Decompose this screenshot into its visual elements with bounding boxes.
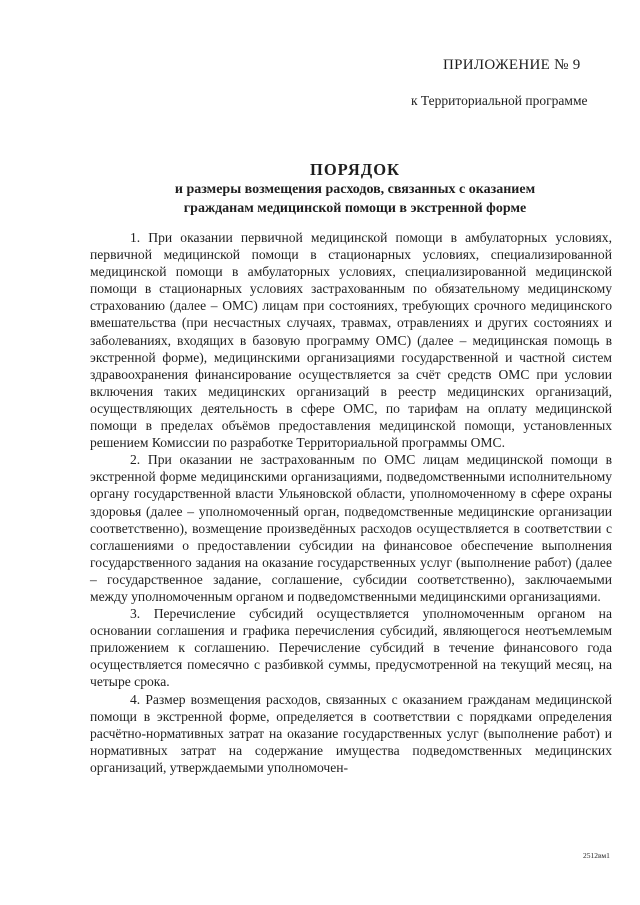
heading-line-2: гражданам медицинской помощи в экстренной форме — [183, 201, 527, 216]
heading-main: ПОРЯДОК — [310, 160, 400, 179]
document-heading — [90, 160, 620, 218]
paragraph-3: 3. Перечисление субсидий осуществляется уполномоченным органом на основании соглашения и графика перечисления субсидий, являющегося неотъемлемым приложением к соглашению. Перечисление субсидий в течение финансового года осуществляется помесячно с разбивкой суммы, предусмотренной на текущий месяц, на четыре срока. — [90, 606, 612, 690]
footer-document-code: 2512вм1 — [583, 851, 610, 860]
paragraph-2: 2. При оказании не застрахованным по ОМС лицам медицинской помощи в экстренной форме медицинскими организациями, подведомственными исполнительному органу государственной власти Ульяновской области, уполномоченному в сфере охраны здоровья (далее – уполномоченный орган, подведомственные медицинские организации соответственно), возмещение произведённых расходов осуществляется в соответствии с соглашениями о предоставлении субсидии на финансовое обеспечение выполнения государственного задания на оказание государственных услуг (выполнение работ) (далее – государственное задание, соглашение, субсидии соответственно), заключаемыми между уполномоченным органом и подведомственными медицинскими организациями. — [90, 452, 612, 604]
heading-line-1: и размеры возмещения расходов, связанных с оказанием — [174, 182, 536, 197]
paragraph-1: 1. При оказании первичной медицинской помощи в амбулаторных условиях, первичной медицинской помощи в стационарных условиях, специализированной медицинской помощи в амбулаторных условиях, специализированной медицинской помощи в стационарных условиях застрахованным по обязательному медицинскому страхованию (далее – ОМС) лицам при состояниях, требующих срочного медицинского вмешательства (при несчастных случаях, травмах, отравлениях и других состояниях и заболеваниях, входящих в базовую программу ОМС) (далее – медицинская помощь в экстренной форме), медицинскими организациями государственной и частной систем здравоохранения финансирование осуществляется за счёт средств ОМС при условии включения таких медицинских организаций в реестр медицинских организаций, осуществляющих деятельность в сфере ОМС, по тарифам на оплату медицинской помощи в пределах объёмов предоставления медицинской помощи, установленных решением Комиссии по разработке Территориальной программы ОМС. — [90, 230, 612, 451]
paragraph-4: 4. Размер возмещения расходов, связанных с оказанием гражданам медицинской помощи в экстренной форме, определяется в соответствии с порядками определения расчётно-нормативных затрат на оказание государственных услуг (выполнение работ) и нормативных затрат на содержание имущества подведомственных медицинских организаций, утверждаемыми уполномочен- — [90, 691, 612, 775]
appendix-subtitle: к Территориальной программе — [411, 93, 588, 108]
document-body — [90, 229, 612, 776]
appendix-title: ПРИЛОЖЕНИЕ № 9 — [443, 57, 581, 73]
